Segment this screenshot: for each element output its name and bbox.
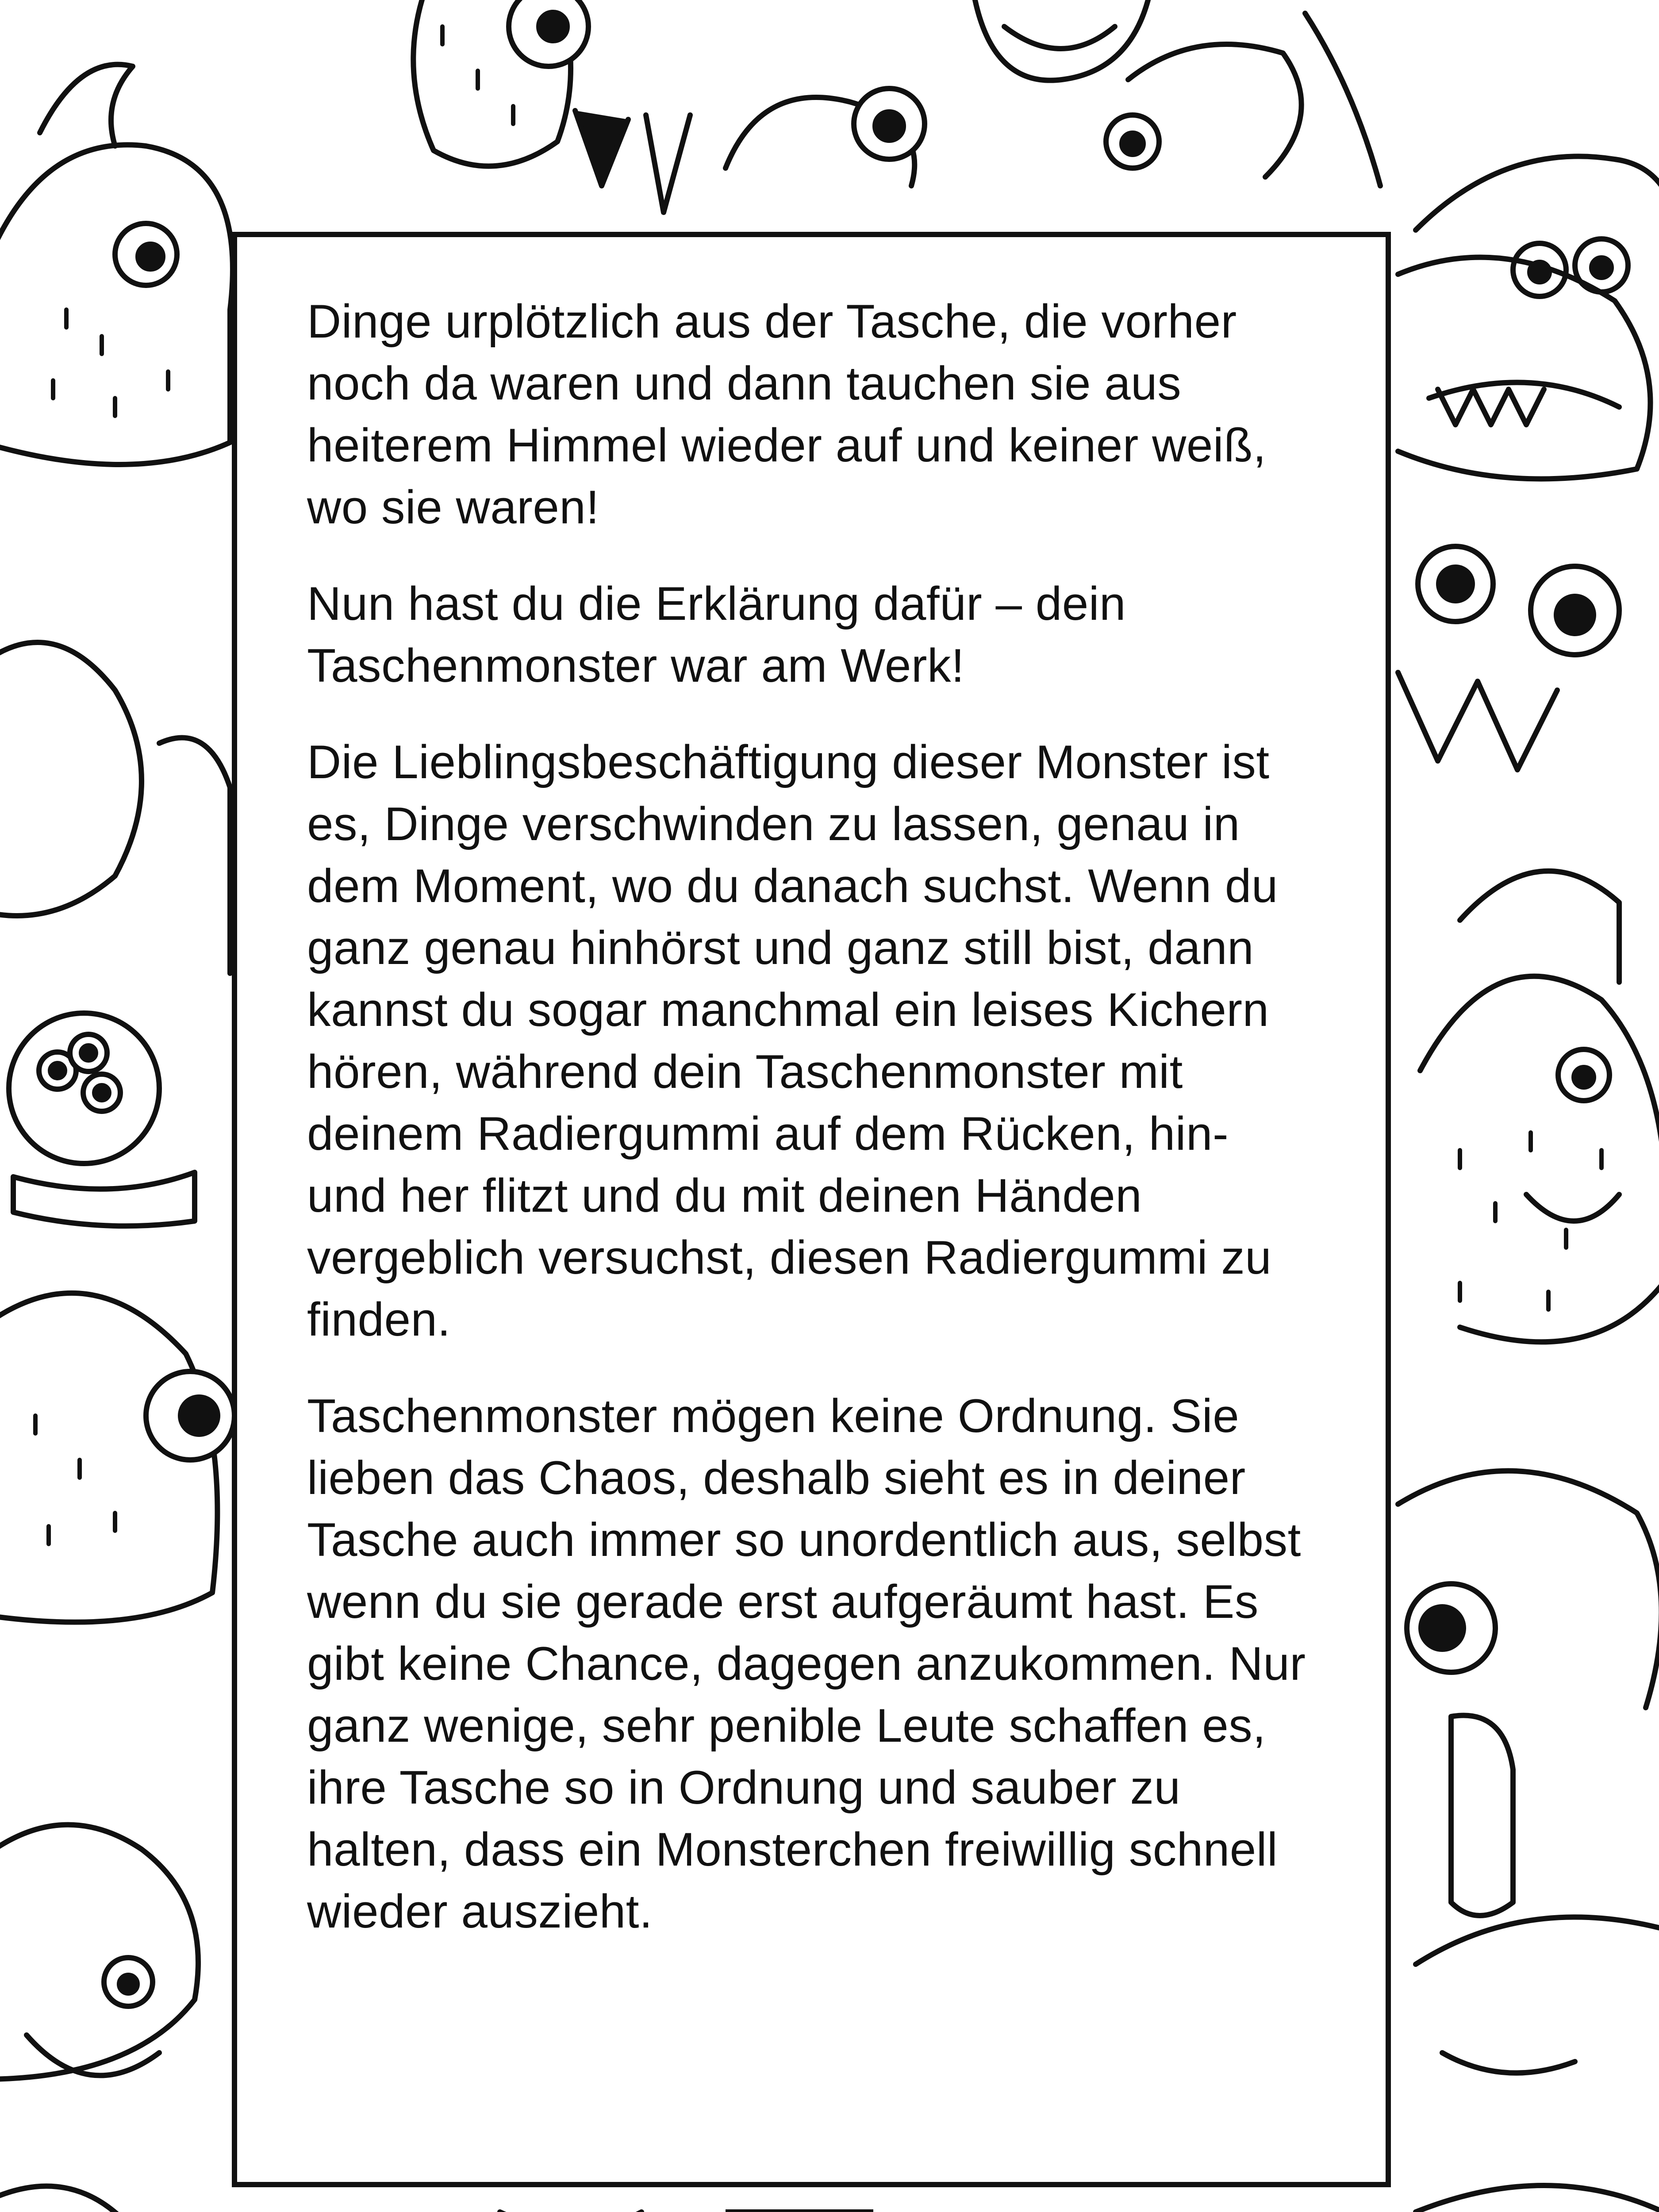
text-panel <box>232 232 1391 2187</box>
paragraph-1: Dinge urplötzlich aus der Tasche, die vorher noch da waren und dann tauchen sie aus heiterem Himmel wieder auf und keiner weiß, wo sie waren! <box>307 295 1267 534</box>
paragraph-4: Taschenmonster mögen keine Ordnung. Sie lieben das Chaos, deshalb sieht es in deiner Tasche auch immer so unordentlich aus, selbst wenn du sie gerade erst aufgeräumt hast. Es gibt keine Chance, dagegen anzukommen. Nur ganz wenige, sehr penible Leute schaffen es, ihre Tasche so in Ordnung und sauber zu halten, dass ein Monsterchen freiwillig schnell wieder auszieht. <box>307 1389 1306 1938</box>
paragraph-3: Die Lieblingsbeschäftigung dieser Monster ist es, Dinge verschwinden zu lassen, genau in dem Moment, wo du danach suchst. Wenn du ganz genau hinhörst und ganz still bist, dann kannst du sogar manchmal ein leises Kichern hören, während dein Taschenmonster mit deinem Radiergummi auf dem Rücken, hin- und her flitzt und du mit deinen Händen vergeblich versuchst, diesen Radiergummi zu finden. <box>307 735 1278 1346</box>
page-number-box <box>726 2209 873 2212</box>
paragraph-2: Nun hast du die Erklärung dafür – dein Taschenmonster war am Werk! <box>307 577 1126 692</box>
